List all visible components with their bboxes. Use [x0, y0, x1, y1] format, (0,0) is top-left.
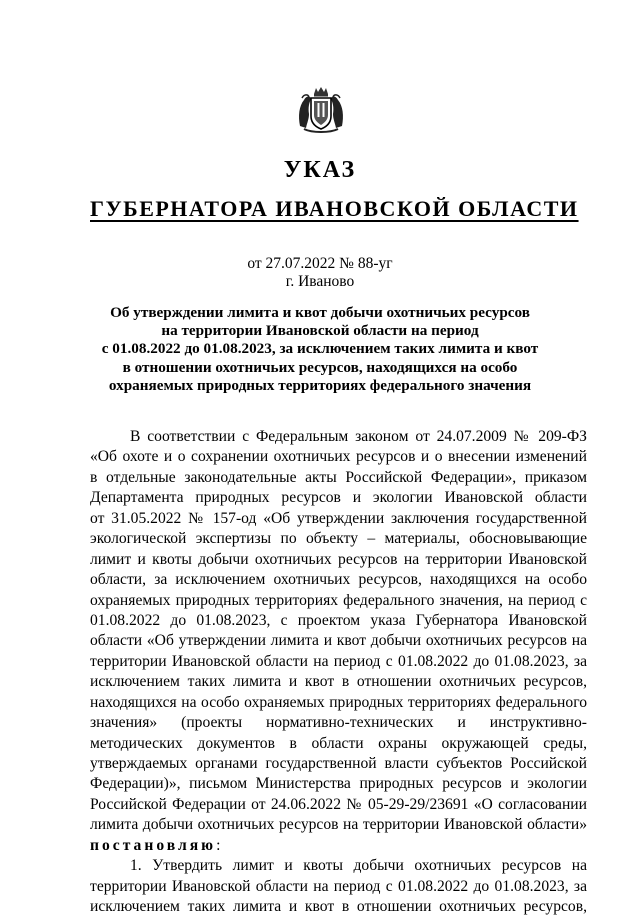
- body-line: находящихся на особо охраняемых природных территориях федерального: [90, 693, 587, 711]
- decree-body: [90, 427, 587, 918]
- body-line: исключением таких лимита и квот в отношении охотничьих ресурсов,: [90, 673, 587, 691]
- body-line: 01.08.2022 до 01.08.2023, с проектом указа Губернатора Ивановской: [90, 611, 587, 629]
- decree-operative-word: [90, 836, 587, 856]
- body-line: В соответствии с Федеральным законом от 24.07.2009 № 209-ФЗ: [130, 428, 587, 445]
- subject-line: с 01.08.2022 до 01.08.2023, за исключением таких лимита и квот: [101, 340, 539, 358]
- decree-date-number: от 27.07.2022 № 88-уг: [247, 255, 393, 272]
- body-line: области «Об утверждении лимита и квот добычи охотничьих ресурсов на: [90, 632, 587, 650]
- decree-subject: [90, 304, 550, 395]
- decree-place: г. Иваново: [285, 273, 355, 290]
- body-line: экологической экспертизы по объекту – материалы, обосновывающие: [90, 530, 587, 548]
- body-line: лимит и квоты добычи охотничьих ресурсов на территории Ивановской: [90, 550, 587, 568]
- item-line: территории Ивановской области на период с 01.08.2022 до 01.08.2023, за: [90, 877, 587, 895]
- coat-of-arms-icon: [296, 86, 346, 134]
- body-line: от 31.05.2022 № 157-од «Об утверждении заключения государственной: [90, 509, 587, 527]
- subject-line: охраняемых природных территориях федерального значения: [108, 376, 532, 394]
- postanovlyau-colon: :: [216, 836, 221, 854]
- body-line: Российской Федерации от 24.06.2022 № 05-29-29/23691 «О согласовании: [90, 795, 587, 813]
- item-line: исключением таких лимита и квот в отношении охотничьих ресурсов,: [90, 898, 587, 916]
- body-line: значения» (проекты нормативно-технических и инструктивно-: [90, 714, 587, 732]
- decree-title: УКАЗ: [283, 157, 357, 183]
- postanovlyau-word: постановляю: [90, 836, 217, 854]
- body-line: методических документов в области охраны окружающей среды,: [90, 734, 587, 752]
- body-line: Департамента природных ресурсов и экологии Ивановской области: [90, 489, 587, 507]
- body-line: в отдельные законодательные акты Российской Федерации», приказом: [90, 468, 587, 486]
- decree-issuer: ГУБЕРНАТОРА ИВАНОВСКОЙ ОБЛАСТИ: [90, 196, 579, 221]
- subject-line: Об утверждении лимита и квот добычи охотничьих ресурсов: [110, 304, 530, 321]
- body-line: «Об охоте и о сохранении охотничьих ресурсов и о внесении изменений: [90, 448, 587, 466]
- item-line: 1. Утвердить лимит и квоты добычи охотничьих ресурсов на: [130, 857, 587, 875]
- body-line: охраняемых природных территориях федерального значения, на период с: [90, 591, 587, 609]
- body-line: лимита добычи охотничьих ресурсов на территории Ивановской области»: [90, 816, 587, 834]
- body-line: области, за исключением охотничьих ресурсов, находящихся на особо: [90, 571, 587, 589]
- subject-line: на территории Ивановской области на период: [161, 322, 479, 340]
- body-line: территории Ивановской области на период с 01.08.2022 до 01.08.2023, за: [90, 652, 587, 670]
- body-line: Федерации)», письмом Министерства природных ресурсов и экологии: [90, 775, 587, 793]
- body-line: утверждаемых органами государственной власти субъектов Российской: [90, 755, 587, 772]
- subject-line: в отношении охотничьих ресурсов, находящихся на особо: [122, 358, 518, 376]
